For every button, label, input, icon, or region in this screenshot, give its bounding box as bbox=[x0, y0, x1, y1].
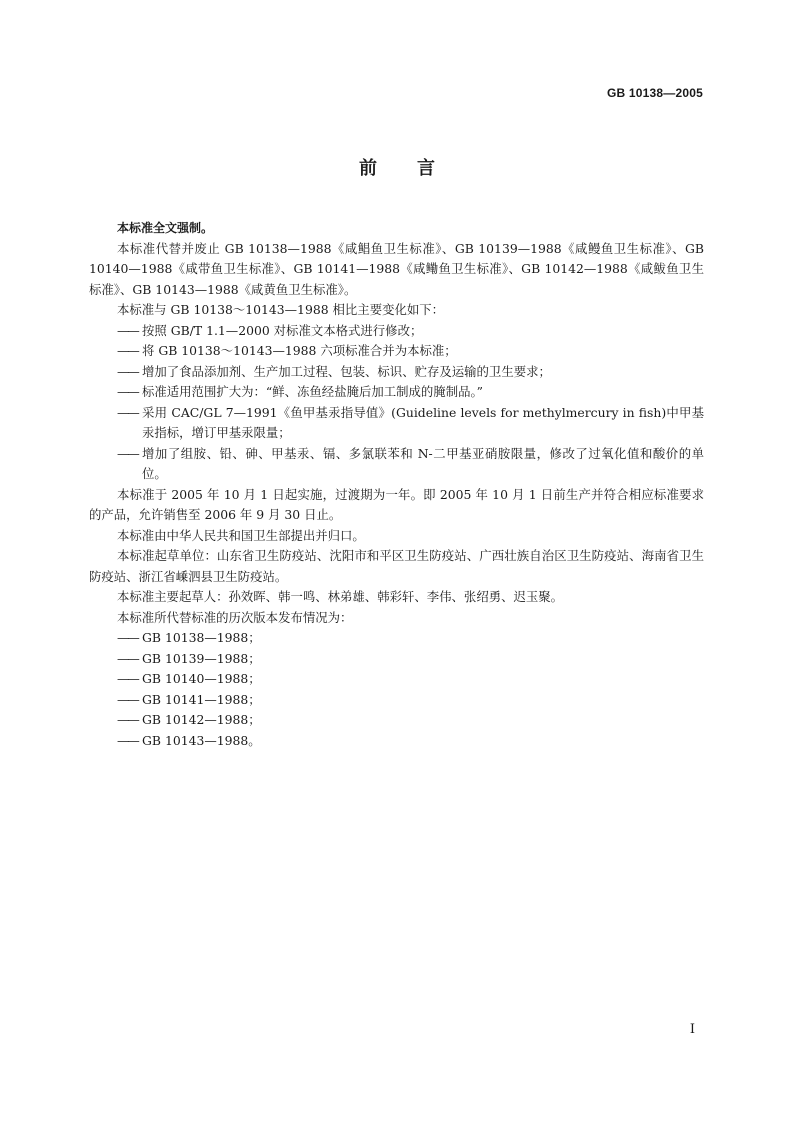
history-item: —— GB 10143—1988。 bbox=[89, 731, 704, 752]
history-item: —— GB 10141—1988； bbox=[89, 690, 704, 711]
history-item: —— GB 10142—1988； bbox=[89, 710, 704, 731]
drafters-paragraph: 本标准主要起草人：孙效晖、韩一鸣、林弟雄、韩彩轩、李伟、张绍勇、迟玉聚。 bbox=[117, 589, 564, 604]
dash-mark: —— bbox=[117, 671, 138, 686]
proposer-paragraph: 本标准由中华人民共和国卫生部提出并归口。 bbox=[117, 527, 365, 543]
changes-intro: 本标准与 GB 10138～10143—1988 相比主要变化如下： bbox=[117, 302, 445, 317]
effective-date-paragraph: 本标准于 2005 年 10 月 1 日起实施，过渡期为一年。即 2005 年 10 月 1 日前生产并符合相应标准要求的产品，允许销售至 2006 年 9 月 30 日止。 bbox=[89, 486, 704, 522]
dash-mark: —— bbox=[117, 712, 138, 727]
history-item: —— GB 10138—1988； bbox=[89, 628, 704, 649]
dash-mark: —— bbox=[117, 384, 138, 399]
change-item: —— 按照 GB/T 1.1—2000 对标准文本格式进行修改； bbox=[89, 321, 704, 342]
foreword-body bbox=[89, 218, 704, 751]
change-item: —— 将 GB 10138～10143—1988 六项标准合并为本标准； bbox=[89, 341, 704, 362]
page-number: I bbox=[689, 1022, 695, 1037]
dash-mark: —— bbox=[117, 445, 138, 461]
history-item: —— GB 10140—1988； bbox=[89, 669, 704, 690]
change-item: —— 采用 CAC/GL 7—1991《鱼甲基汞指导值》(Guideline levels for methylmercury in fish)中甲基汞指标，增订甲基汞限量； bbox=[117, 404, 704, 440]
replacement-paragraph: 本标准代替并废止 GB 10138—1988《咸鲳鱼卫生标准》、GB 10139—1988《咸鳗鱼卫生标准》、GB 10140—1988《咸带鱼卫生标准》、GB 10141—1988《咸鳓鱼卫生标准》、GB 10142—1988《咸鲅鱼卫生标准》、GB 10143—1988《咸黄鱼卫生标准》。 bbox=[89, 240, 704, 297]
dash-mark: —— bbox=[117, 630, 138, 645]
dash-mark: —— bbox=[117, 322, 138, 338]
change-item: —— 增加了组胺、铅、砷、甲基汞、镉、多氯联苯和 N-二甲基亚硝胺限量，修改了过氧化值和酸价的单位。 bbox=[117, 445, 704, 481]
change-item: —— 增加了食品添加剂、生产加工过程、包装、标识、贮存及运输的卫生要求； bbox=[89, 362, 704, 383]
change-item: —— 标准适用范围扩大为：“鲜、冻鱼经盐腌后加工制成的腌制品。” bbox=[89, 382, 704, 403]
history-item: —— GB 10139—1988； bbox=[89, 649, 704, 670]
mandatory-statement: 本标准全文强制。 bbox=[117, 221, 214, 235]
dash-mark: —— bbox=[117, 404, 138, 420]
dash-mark: —— bbox=[117, 732, 138, 748]
dash-mark: —— bbox=[117, 363, 138, 379]
dash-mark: —— bbox=[117, 343, 138, 358]
dash-mark: —— bbox=[117, 650, 138, 666]
page-title: 前言 bbox=[359, 158, 475, 179]
drafting-units-paragraph: 本标准起草单位：山东省卫生防疫站、沈阳市和平区卫生防疫站、广西壮族自治区卫生防疫站、海南省卫生防疫站、浙江省嵊泗县卫生防疫站。 bbox=[89, 548, 704, 584]
history-intro: 本标准所代替标准的历次版本发布情况为： bbox=[117, 609, 353, 625]
dash-mark: —— bbox=[117, 691, 138, 707]
standard-code: GB 10138—2005 bbox=[607, 86, 703, 100]
